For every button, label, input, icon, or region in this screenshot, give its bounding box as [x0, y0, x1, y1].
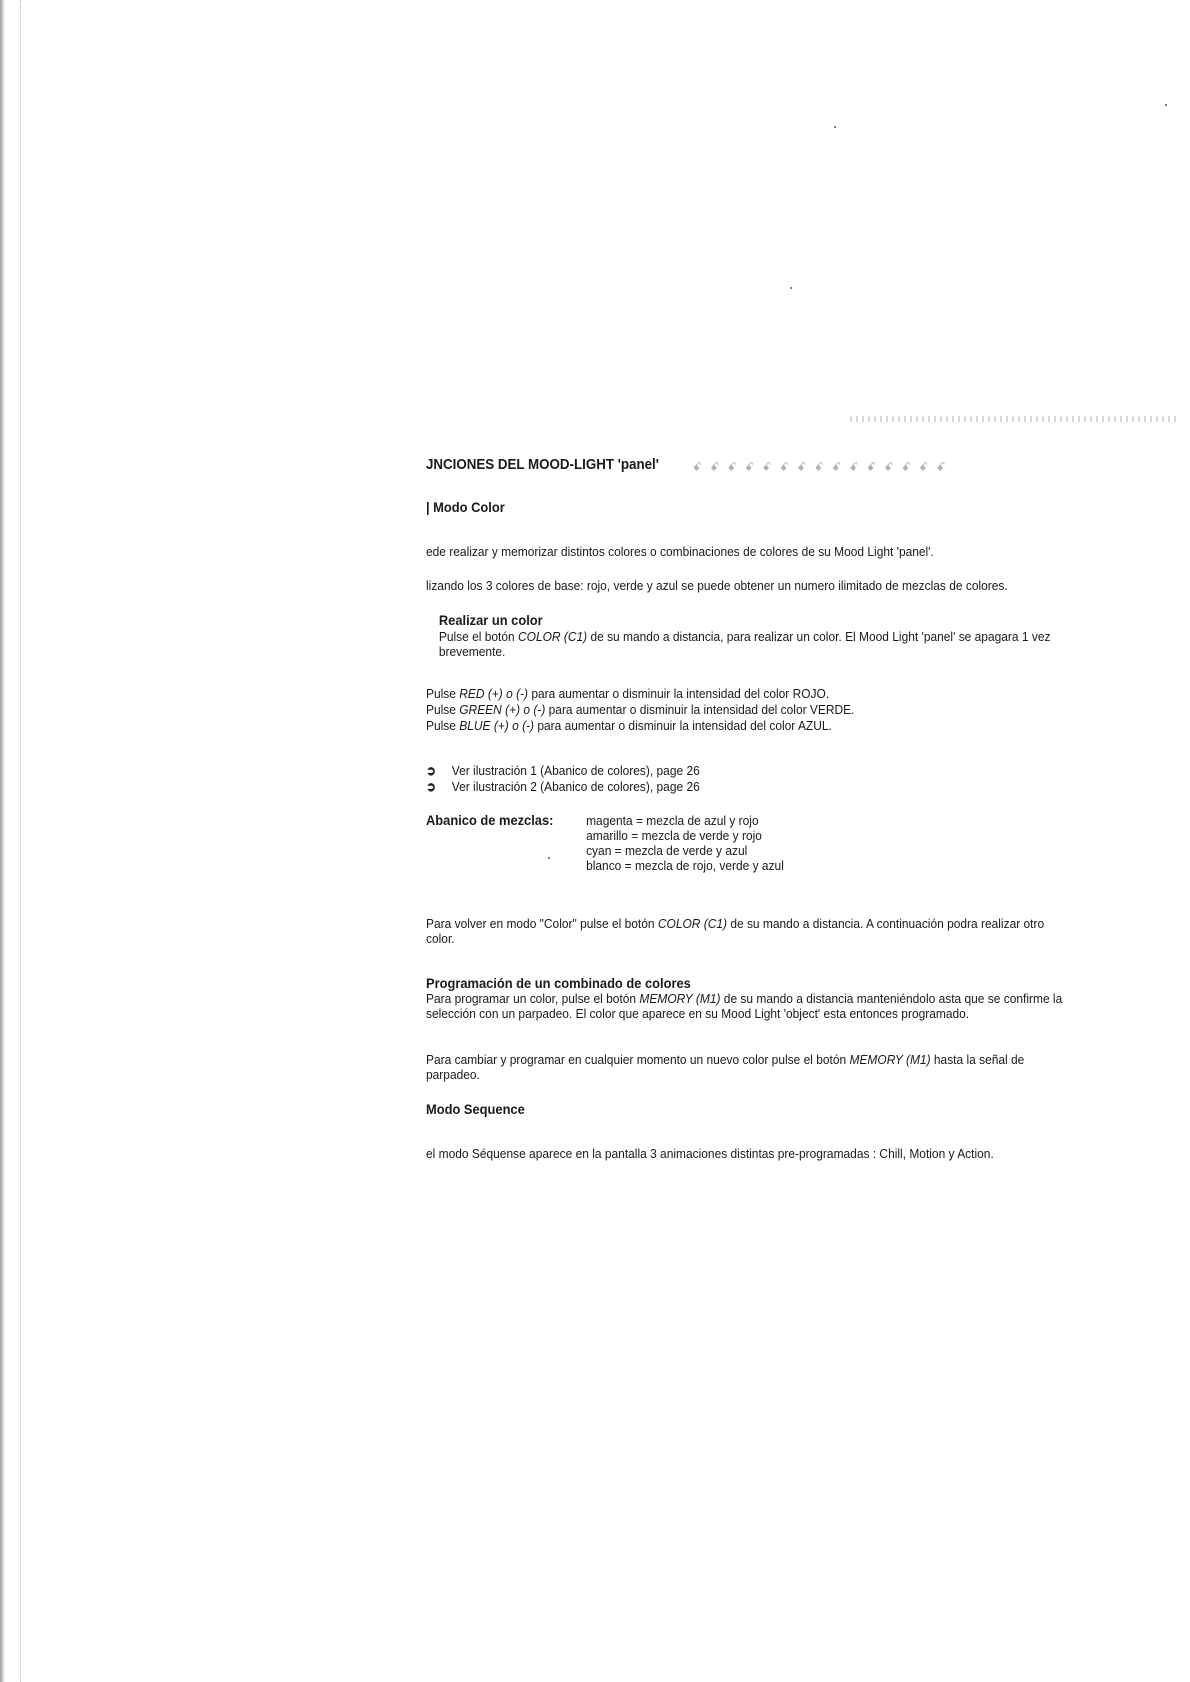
programacion-paragraph: Para programar un color, pulse el botón MEMORY (M1) de su mando a distancia manteniéndolo asta que se confirme la selección con un parpadeo. El color que aparece en su Mood Light 'object' esta entonces programado.: [426, 991, 1063, 1021]
section-title: JNCIONES DEL MOOD-LIGHT 'panel': [426, 457, 659, 473]
intro-paragraph-1: ede realizar y memorizar distintos colores o combinaciones de colores de su Mood Light 'panel'.: [426, 544, 934, 559]
color-button-ref: COLOR (C1): [518, 629, 588, 644]
modo-color-heading: | Modo Color: [426, 499, 505, 515]
mezclas-label: Abanico de mezclas:: [426, 812, 554, 828]
realizar-color-paragraph: Pulse el botón COLOR (C1) de su mando a distancia, para realizar un color. El Mood Light 'panel' se apagara 1 vez brevemente.: [438, 629, 1051, 659]
adjust-line-red: Pulse RED (+) o (-) para aumentar o disminuir la intensidad del color ROJO.: [426, 686, 830, 701]
adjust-line-blue: Pulse BLUE (+) o (-) para aumentar o disminuir la intensidad del color AZUL.: [426, 718, 832, 733]
scan-left-edge: [0, 0, 5, 1682]
scan-speck: [790, 287, 792, 289]
arrow-icon: ➲: [426, 779, 437, 794]
scan-speck: [1165, 104, 1167, 106]
scan-speck: [834, 126, 836, 128]
mezclas-block: [426, 813, 1061, 883]
arrow-icon: ➲: [426, 763, 437, 778]
scan-margin-line: [20, 0, 21, 1682]
realizar-color-heading: Realizar un color: [438, 612, 543, 628]
reference-item: ➲ Ver ilustración 1 (Abanico de colores), page 26: [426, 763, 700, 778]
modo-sequence-heading: Modo Sequence: [426, 1101, 525, 1117]
title-scan-noise: ꗃ ꗃ ꗃ ꗃ ꗃ ꗃ ꗃ ꗃ ꗃ ꗃ ꗃ ꗃ ꗃ ꗃ ꗃ: [692, 460, 949, 474]
memory-button-ref: MEMORY (M1): [639, 991, 721, 1006]
mezclas-list: [586, 813, 784, 873]
memory-button-ref: MEMORY (M1): [849, 1052, 931, 1067]
mezcla-item: magenta = mezcla de azul y rojo: [586, 813, 759, 828]
mezcla-item: cyan = mezcla de verde y azul: [586, 843, 748, 858]
color-button-ref: COLOR (C1): [657, 916, 727, 931]
volver-paragraph: Para volver en modo "Color" pulse el botón COLOR (C1) de su mando a distancia. A continuación podra realizar otro color.: [426, 916, 1045, 946]
cambiar-paragraph: Para cambiar y programar en cualquier momento un nuevo color pulse el botón MEMORY (M1) hasta la señal de parpadeo.: [426, 1052, 1025, 1082]
sequence-paragraph: el modo Séquense aparece en la pantalla 3 animaciones distintas pre-programadas : Chill, Motion y Action.: [426, 1146, 994, 1161]
reference-item: ➲ Ver ilustración 2 (Abanico de colores), page 26: [426, 779, 700, 794]
mezcla-item: blanco = mezcla de rojo, verde y azul: [586, 858, 784, 873]
scan-noise-band: [850, 416, 1180, 422]
adjust-line-green: Pulse GREEN (+) o (-) para aumentar o disminuir la intensidad del color VERDE.: [426, 702, 855, 717]
mezcla-item: amarillo = mezcla de verde y rojo: [586, 828, 762, 843]
intro-paragraph-2: lizando los 3 colores de base: rojo, verde y azul se puede obtener un numero ilimitado de mezclas de colores.: [426, 578, 1008, 593]
programacion-heading: Programación de un combinado de colores: [426, 975, 691, 991]
